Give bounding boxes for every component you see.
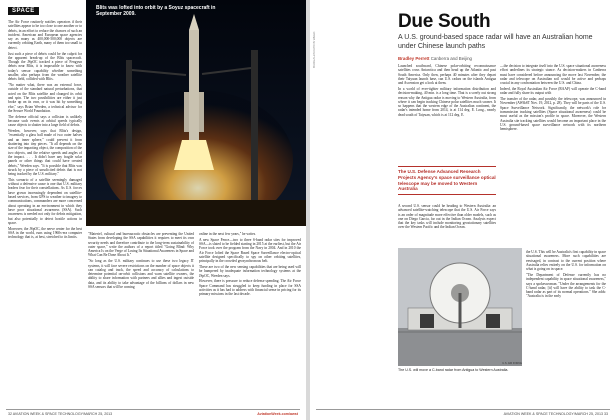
paragraph: The defense official says a collision is unlikely because such events at orbital speeds typically cause objects to shatter into a large field of debris.	[8, 114, 82, 128]
photo-caption: Blits was lofted into orbit by a Soyuz spacecraft in September 2009.	[96, 5, 216, 17]
right-column-main-2	[500, 64, 606, 246]
paragraph: A new Space Fence—two to three S-band radar sites for improved SSA—is slated to be fielded starting in 2015 at the earliest, but the Air Force took over the program from the Navy in 2004. And in 2010 the Air Force lofted the Space Based Space Surveillance electro-optical satellite designed specifically to spy on other orbiting satellites, principally in the crowded geosynchronous belt.	[199, 237, 301, 264]
section-tag: SPACE	[8, 7, 39, 15]
paragraph: Just such a piece of debris could be the culprit for the apparent break-up of the Blits spacecraft. Though the JSpOC tracked a piece of Fengyun debris near Blits, it is impossible to know with today's sensor capability whether something smaller, also perhaps from the weather satellite debris field, collided with Blits.	[8, 51, 82, 82]
paragraph: However, there is pressure to reduce defense spending. The Air Force Space Command has struggled to keep funding in place for SSA activities as it has had to address with financial sense in pricing for its primary missions in the last decade.	[199, 279, 301, 297]
paragraph: The Air Force routinely notifies operators if their satellites appear to be too close to one another or to debris, in an effort to reduce the chances of such an incident. American and European space agencies say as many as 400,000-500,000 objects are currently orbiting Earth, many of them too small to detect.	[8, 20, 82, 50]
left-column-3	[199, 232, 301, 398]
radar-photo-image	[398, 248, 522, 366]
right-column-main-1	[398, 64, 496, 164]
left-page	[0, 0, 306, 420]
left-column-2	[88, 232, 194, 398]
paragraph: "So long as the U.S. military continues to use these two legacy IT systems, it will face severe restrictions on the number of space objects it can catalog and track, the speed and accuracy of calculations to determine potential on-orbit collisions and warn satellite owners, the ability to share information with partners and allies and ingest outside data, and its ability to take advantage of the billions of dollars in new SSA sensors that will be coming	[88, 259, 194, 290]
right-page	[310, 0, 616, 420]
paragraph: —the decision to integrate itself into the U.S. space situational awareness effort underlines its strategic stance. As decision-makers in Canberra must have considered before announcing the move last November, the radar and telescope on Australian soil would be active and perhaps crucial in any confrontation between the U.S. and China.	[500, 64, 606, 86]
deck: A U.S. ground-based space radar will have an Australian home under Chinese launch paths	[398, 34, 593, 50]
footer-rule	[6, 409, 300, 410]
paragraph: In a world of ever-tighter military information distribution and decision-making, 40 min. is a long time. That is a sorely out strong reason why the Antigua radar is moving to Western Australia, from where it can begin tracking Chinese polar satellites much sooner. It so happens that the western edge of the Australian continent, the radar's intended home from 2014, is at 114 deg. E. Long., nearly dead south of Taiyuan, which is at 112 deg. E.	[398, 86, 496, 117]
paragraph: The transfer of the radar, and possibly the telescope, was announced in November (AW&ST Nov. 19, 2012, p. 28). They will be parts of the U.S. Space Surveillance Network. Significantly, the network's role for transmission tracking satellites (Space situational awareness) could be most useful as the mission's profile in space. Moreover, the Western Australia site tracking satellites would become an important place in the U.S. ground-based space surveillance network with its northern hemisphere.	[500, 97, 606, 132]
right-column-1	[318, 8, 392, 398]
right-footer	[310, 408, 616, 420]
launch-photo	[86, 0, 306, 226]
left-footer	[0, 408, 306, 420]
headline: Due South	[398, 11, 491, 32]
paragraph: Moreover, the JSpOC, the nerve center for the best SSA in the world, runs using 1960s-era computer technology that is, at best, stretched to its limits.	[8, 226, 82, 240]
paragraph: "No matter what, there was an external force, outside of the standard natural perturbations, that acted on the Blits satellite and changed its orbit and spin. The two possibilities are either it just broke up on its own, or it was hit by something else," says Brian Weeden, a technical advisor for the Secure World Foundation.	[8, 83, 82, 113]
left-column-1	[8, 20, 82, 400]
figure-credit: U.S. AIR FORCE	[502, 362, 522, 365]
paragraph: the U.S. This will be Australia's first capability in space situational awareness. More such capabilities are envisaged, in contrast to the current position where Australia relies entirely on the U.S. for information on what is going on in space.	[526, 250, 606, 272]
byline-location: Canberra and Beijing	[430, 56, 472, 61]
figure-caption: The U.S. will move a C-band radar from Antigua to Western Australia.	[398, 368, 509, 372]
paragraph: These are two of the new sensing capabilities that are being used will be hampered by inadequate information technology systems at the JSpOC, Weeden says.	[199, 265, 301, 278]
paragraph: Launched southward, Chinese polar-orbiting reconnaissance satellites cross Antarctica and then head up the Atlantic and past South America. Only then, perhaps 40 minutes after they depart their Taiyuan launch base, can U.S. radars on the islands Antigua and Ascension get a look at them.	[398, 64, 496, 86]
pullquote: The U.S. Defense Advanced Research Projects Agency's space surveillance optical telescope may be moved to Western Australia	[398, 166, 496, 195]
launch-photo-image	[86, 0, 306, 226]
paragraph: "The Department of Defense currently has no independent capability in space situational awareness," says a spokeswoman. "Under the arrangements for the C-band radar, [it] will have the ability to task the C-band radar as part of its normal operations." She adds: "Australia is in the early	[526, 272, 606, 299]
paragraph: A second U.S. sensor could be heading to Western Australia: an advanced satellite-watching telescope that the U.S. Air Force says is an order of magnitude more effective than older models, such as one on Diego Garcia, far out in the Indian Ocean. Analysts expect that the key tasks will include monitoring geostationary satellites over the Western Pacific and the Indian Ocean.	[398, 204, 496, 230]
paragraph: Weeden, however, says that Blits's design, "essentially a glass ball made of two outer halves and an inner sphere," could prevent it from shattering into tiny pieces. "It all depends on the size of the impacting object, the composition of the two objects, and the relative speeds and angles of the impact. . . . It didn't have any fragile solar panels or other things that could have created debris," Weeden says. "It is possible that Blits was struck by a piece of unsolicited debris that is not being tracked by the U.S. military."	[8, 129, 82, 177]
right-column-main-1b	[398, 204, 496, 246]
footer-text: AVIATION WEEK & SPACE TECHNOLOGY/MARCH 25, 2013 33	[503, 412, 608, 416]
vertical-label: BUREAU/AVIATION WEEK	[312, 31, 316, 68]
paragraph: Indeed, the Royal Australian Air Force (RAAF) will operate the C-band radar and fully share its output with	[500, 86, 606, 96]
footer-text: 32 AVIATION WEEK & SPACE TECHNOLOGY/MARCH 25, 2013	[8, 412, 113, 416]
byline-name: Bradley Perrett	[398, 56, 430, 61]
footer-url[interactable]: AviationWeek.com/awst	[257, 412, 298, 416]
paragraph: online in the next few years," he writes.	[199, 232, 257, 236]
footer-rule	[316, 409, 610, 410]
right-column-main-3	[526, 250, 606, 390]
radar-photo	[398, 248, 522, 366]
paragraph: This scenario of a satellite seemingly damaged without a defensive cause is one that U.S. military leaders fear for their constellations. As U.S. forces have grown increasingly dependent on satellite-based services, from GPS to weather to imagery to communications, commanders are more concerned about operating in an environment in which they have poor situational awareness (SSA). Such awareness is needed not only for debris mitigation, but also potentially to detect hostile actions in space.	[8, 177, 82, 225]
paragraph: "Materiel, cultural and bureaucratic obstacles are preventing the United States from developing the SSA capabilities it requires to meet its own security needs and therefore contribute to the long-term sustainability of outer space," write the authors of a report titled "Going Blind: Why America Is on the Verge of Losing Its Situational Awareness in Space and What Can Be Done About It."	[88, 232, 194, 258]
byline	[398, 56, 472, 61]
